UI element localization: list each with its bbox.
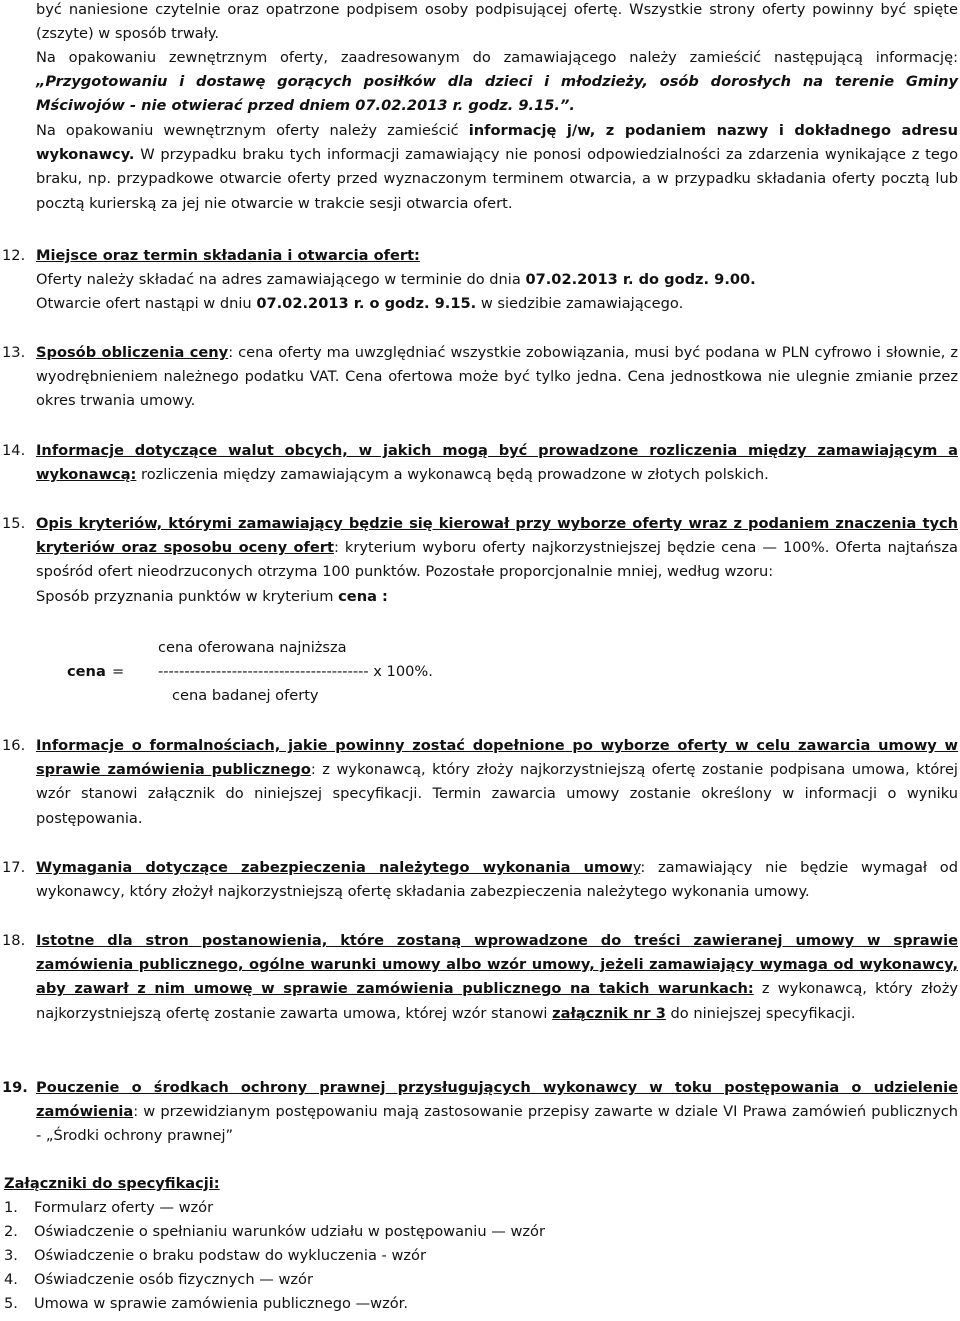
section-number: 14.: [2, 442, 26, 459]
section-title: Istotne dla stron postanowienia, które zostaną wprowadzone do treści zawieranej umowy w sprawie zamówienia publicznego, ogólne warunki umowy albo wzór umowy, jeżeli zamawiający wymaga od wykonawcy, aby zawarł z nim umowę w sprawie zamówienia publicznego na takich warunkach:: [36, 932, 958, 998]
list-label: Oświadczenie o braku podstaw do wykluczenia - wzór: [34, 1247, 426, 1264]
section-19: [2, 1076, 958, 1149]
list-item: [4, 1268, 954, 1292]
inner-envelope-paragraph: [36, 119, 958, 216]
opening-rest: w siedzibie zamawiającego.: [480, 295, 684, 313]
envelope-text: Na opakowaniu zewnętrznym oferty, zaadresowanym do zamawiającego należy zamieścić następującą informację:: [36, 49, 958, 66]
inner-text: Na opakowaniu wewnętrznym oferty należy zamieścić: [36, 122, 459, 139]
formula-label: cena: [67, 663, 106, 680]
inner-rest: W przypadku braku tych informacji zamawiający nie ponosi odpowiedzialności za zdarzenia wynikające z tego braku, np. przypadkowe otwarcie oferty przed wyznaczonym terminem otwarcia, a w przypadku składania oferty pocztą lub pocztą kurierską za jej nie otwarcie w trakcie sesji otwarcia ofert.: [36, 146, 959, 212]
section-17: [2, 856, 958, 904]
section-text: : cena oferty ma uwzględniać wszystkie zobowiązania, musi być podana w PLN cyfrowo i słownie, z wyodrębnieniem należnego podatku VAT. Cena ofertowa może być tylko jedna. Cena jednostkowa nie ulegnie zmianie przez okres trwania umowy.: [36, 344, 959, 410]
opening-text: Otwarcie ofert nastąpi w dniu: [36, 295, 252, 313]
section-text: : kryterium wyboru oferty najkorzystniejszej będzie cena — 100%. Oferta najtańsza spośród ofert nieodrzuconych otrzyma 100 punktów. Pozostałe proporcjonalnie mniej, według wzoru:: [36, 539, 958, 581]
section-14: [2, 439, 958, 487]
list-number: 2.: [4, 1223, 18, 1240]
list-label: Oświadczenie osób fizycznych — wzór: [34, 1271, 313, 1288]
section-number: 18.: [2, 932, 26, 949]
section-15: [2, 512, 958, 609]
deadline-date: 07.02.2013 r. do godz. 9.00.: [525, 271, 756, 289]
section-text-end: do niniejszej specyfikacji.: [665, 1004, 856, 1022]
section-title: Pouczenie o środkach ochrony prawnej przysługujących wykonawcy w toku postępowania o udzielenie zamówienia: [36, 1079, 958, 1121]
intro-line: być naniesione czytelnie oraz opatrzone podpisem osoby podpisującej ofertę. Wszystkie strony oferty powinny być spięte (zszyte) w sposób trwały.: [36, 1, 958, 43]
section-number: 17.: [2, 859, 26, 876]
list-item: [4, 1292, 954, 1316]
formula-denominator: cena badanej oferty: [172, 687, 319, 704]
intro-paragraph: [36, 0, 958, 46]
section-number: 19.: [2, 1079, 28, 1096]
attachments-heading: Załączniki do specyfikacji:: [4, 1175, 220, 1192]
section-title: Informacje dotyczące walut obcych, w jakich mogą być prowadzone rozliczenia między zamawiającym a wykonawcą:: [36, 442, 958, 484]
formula-fraction-line: ---------------------------------------- x 100%.: [158, 663, 433, 680]
formula-equals: =: [112, 663, 125, 680]
section-title: Wymagania dotyczące zabezpieczenia należytego wykonania umow: [36, 859, 633, 876]
section-13: [2, 341, 959, 414]
list-number: 3.: [4, 1247, 18, 1264]
list-number: 4.: [4, 1271, 18, 1288]
section-number: 16.: [2, 737, 26, 754]
deadline-text: Oferty należy składać na adres zamawiającego w terminie do dnia: [36, 271, 521, 289]
section-title-tail: y: [632, 859, 641, 876]
formula-numerator: cena oferowana najniższa: [158, 639, 347, 656]
section-16: [2, 734, 958, 831]
list-label: Umowa w sprawie zamówienia publicznego —wzór.: [34, 1295, 408, 1312]
formula-intro: Sposób przyznania punktów w kryterium: [36, 587, 334, 605]
inner-bold: informację j/w, z podaniem nazwy i dokładnego adresu wykonawcy.: [36, 122, 958, 164]
list-number: 1.: [4, 1199, 18, 1216]
list-number: 5.: [4, 1295, 18, 1312]
section-text: rozliczenia między zamawiającym a wykonawcą będą prowadzone w złotych polskich.: [136, 466, 769, 484]
section-title: Informacje o formalnościach, jakie powinny zostać dopełnione po wyborze oferty w celu zawarcia umowy w sprawie zamówienia publicznego: [36, 737, 958, 779]
list-item: [4, 1196, 954, 1220]
section-number: 15.: [2, 515, 26, 532]
section-text: : z wykonawcą, który złoży najkorzystniejszą ofertę zostanie podpisana umowa, której wzór stanowi załącznik do niniejszej specyfikacji. Termin zawarcia umowy zostanie określony w informacji o wyniku postępowania.: [36, 761, 958, 827]
section-number: 13.: [2, 344, 26, 361]
section-title: Miejsce oraz termin składania i otwarcia ofert:: [36, 247, 420, 264]
list-label: Formularz oferty — wzór: [34, 1199, 214, 1216]
envelope-label: „Przygotowaniu i dostawę gorących posiłków dla dzieci i młodzieży, osób dorosłych na terenie Gminy Mściwojów - nie otwierać przed dniem 07.02.2013 r. godz. 9.15.”.: [36, 73, 958, 115]
list-label: Oświadczenie o spełnianiu warunków udziału w postępowaniu — wzór: [34, 1223, 545, 1240]
list-item: [4, 1220, 954, 1244]
list-item: [4, 1244, 954, 1268]
section-18: [2, 929, 958, 1026]
section-text: z wykonawcą, który złoży najkorzystniejszą ofertę zostanie zawarta umowa, której wzór stanowi: [36, 980, 958, 1022]
section-title: Sposób obliczenia ceny: [36, 344, 229, 361]
section-number: 12.: [2, 247, 26, 264]
section-title: Opis kryteriów, którymi zamawiający będzie się kierował przy wyborze oferty wraz z podaniem znaczenia tych kryteriów oraz sposobu oceny ofert: [36, 515, 958, 557]
section-text: : zamawiający nie będzie wymagał od wykonawcy, który złożył najkorzystniejszą ofertę składania zabezpieczenia należytego wykonania umowy.: [36, 859, 958, 901]
formula-intro-bold: cena :: [338, 587, 388, 605]
section-12: [2, 244, 958, 317]
attachment-ref: załącznik nr 3: [552, 1004, 666, 1022]
envelope-paragraph: [36, 46, 958, 119]
attachments-list: [4, 1196, 954, 1316]
section-text: : w przewidzianym postępowaniu mają zastosowanie przepisy zawarte w dziale VI Prawa zamówień publicznych - „Środki ochrony prawnej”: [36, 1103, 958, 1145]
opening-date: 07.02.2013 r. o godz. 9.15.: [256, 295, 477, 313]
